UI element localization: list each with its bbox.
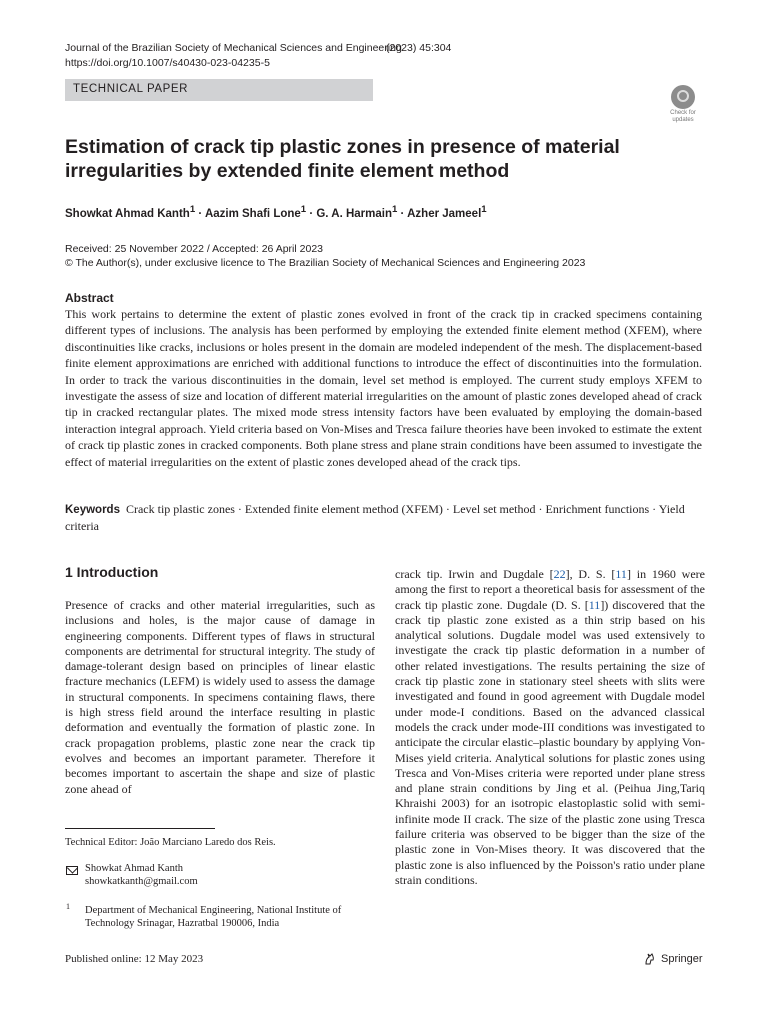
paper-title: Estimation of crack tip plastic zones in presence of material irregularities by extended finite element method: [65, 136, 620, 182]
springer-horse-icon: [643, 952, 657, 966]
published-online-date: Published online: 12 May 2023: [65, 953, 204, 965]
doi-link[interactable]: https://doi.org/10.1007/s40430-023-04235-5: [65, 57, 270, 69]
envelope-icon: [66, 866, 78, 875]
author-name[interactable]: Showkat Ahmad Kanth: [65, 207, 190, 220]
corresponding-author: [85, 862, 198, 888]
journal-header: [65, 41, 402, 71]
citation-link[interactable]: 11: [615, 567, 627, 581]
article-dates: [65, 242, 685, 270]
corresponding-author-name: Showkat Ahmad Kanth: [85, 863, 183, 874]
keywords-label: Keywords: [65, 504, 120, 516]
article-type-label: TECHNICAL PAPER: [73, 83, 189, 95]
check-for-updates-text: Check for updates: [670, 110, 696, 123]
abstract-text: This work pertains to determine the extent of plastic zones evolved in front of the crack tip in cracked specimens containing different types of inclusions. The analysis has been performed by employing the extended finite element method (XFEM), where discontinuities like cracks, inclusions or holes present in the domain are modeled independent of the mesh. The displacement-based finite element approximations are enriched with additional functions to introduce the effect of discontinuities into the formulation. In order to track the various discontinuities in the domain, level set method is employed. The current study employs XFEM to investigate the assess of size and location of different material irregularities on the amount of plastic zones developed ahead of crack tip in cracked rectangular plates. The mixed mode stress intensity factors have been evaluated by employing the domain-based interaction integral approach. Yield criteria based on Von-Mises and Tresca failure theories have been invoked to estimate the extent of crack tip plastic zones in cracked components. Both plane stress and plane strain conditions have been assumed to investigate the effect of material irregularities on the extent of plastic zones developed ahead of the crack tips.: [65, 307, 702, 469]
author-affiliation-sup: 1: [391, 204, 398, 215]
article-type-banner: [65, 79, 373, 101]
abstract-heading: Abstract: [65, 291, 114, 305]
publisher-name: Springer: [661, 953, 703, 965]
author-list: Showkat Ahmad Kanth$^1$ · Aazim Shafi Lone$^1$ · G. A. Harmain$^1$ · Azher Jameel$^1$: [65, 204, 487, 220]
citation-link[interactable]: 11: [588, 597, 601, 612]
check-for-updates-icon: [671, 85, 695, 109]
affiliation-text: Department of Mechanical Engineering, National Institute of Technology Srinagar, Hazratbal 190006, India: [85, 905, 342, 929]
copyright-line: © The Author(s), under exclusive licence to The Brazilian Society of Mechanical Sciences and Engineering 2023: [65, 257, 586, 269]
footnote-divider: [65, 828, 215, 829]
author-affiliation-sup: 1: [481, 204, 487, 215]
author-name[interactable]: Azher Jameel: [407, 207, 482, 220]
section-heading-introduction: 1 Introduction: [65, 564, 159, 580]
affiliation-number: 1: [66, 902, 70, 911]
author-name[interactable]: Aazim Shafi Lone: [204, 207, 301, 220]
keywords-text: Crack tip plastic zones · Extended finite element method (XFEM) · Level set method · Enrichment functions · Yield criteria: [65, 502, 685, 533]
author-name[interactable]: G. A. Harmain: [316, 207, 392, 220]
corresponding-author-email[interactable]: showkatkanth@gmail.com: [85, 876, 198, 887]
intro-left-column: Presence of cracks and other material irregularities, such as inclusions and holes, is the major cause of damage in engineering components. Different types of flaws in structural components are detrimental for structural integrity. The study of damage-tolerant design based on principles of linear elastic fracture mechanics (LEFM) is widely used to assess the damage in structural components. In specimens containing flaws, there is high stress field around the interface resulting in plastic deformation and eventually the formation of plastic zone. In crack propagation problems, plastic zone near the crack tip evolves and becomes an important parameter. Therefore it becomes important to ascertain the shape and size of plastic zone ahead of: [65, 598, 375, 796]
check-for-updates-badge[interactable]: [664, 85, 702, 123]
citation: (2023) 45:304: [386, 42, 452, 54]
author-affiliation-sup: 1: [300, 204, 307, 215]
journal-name: Journal of the Brazilian Society of Mechanical Sciences and Engineering: [65, 42, 402, 54]
keywords: [65, 501, 702, 534]
citation-link[interactable]: 22: [553, 567, 566, 581]
received-accepted-dates: Received: 25 November 2022 / Accepted: 26 April 2023: [65, 243, 323, 255]
author-affiliation-sup: 1: [189, 204, 196, 215]
technical-editor-note: Technical Editor: João Marciano Laredo dos Reis.: [65, 837, 276, 848]
intro-right-column: crack tip. Irwin and Dugdale [22], D. S. [11] in 1960 were among the first to report a theoretical basis for assessment of the crack tip plastic zone. Dugdale (D. S. [11]) discovered that the crack tip plastic zone existed as a thin strip based on his analytical solutions. Dugdale model was used extensively to investigate the crack tip plastic deformation in a number of other related investigations. The results pertaining the size of crack tip plastic zone in stationary steel sheets with slits were investigated and found in good agreement with Dugdale model under mode-I conditions. Based on the advanced classical models the crack under mode-III conditions was investigated to anticipate the circular elastic–plastic boundary by applying Von-Mises yield criteria. Analytical solutions for plastic zones using Tresca and Von-Mises criteria were reported under plane stress and plane strain conditions by Jing et al. (Peihua Jing,Tariq Khraishi 2003) for an isotropic elastoplastic solid with semi-infinite mode II crack. The size of the plastic zone using Tresca failure criteria was observed to be bigger than the size of the plastic zone in Von-Mises theory. It was discovered that the plastic zone is also influenced by the Poisson's ratio under plane strain conditions.: [395, 567, 705, 887]
